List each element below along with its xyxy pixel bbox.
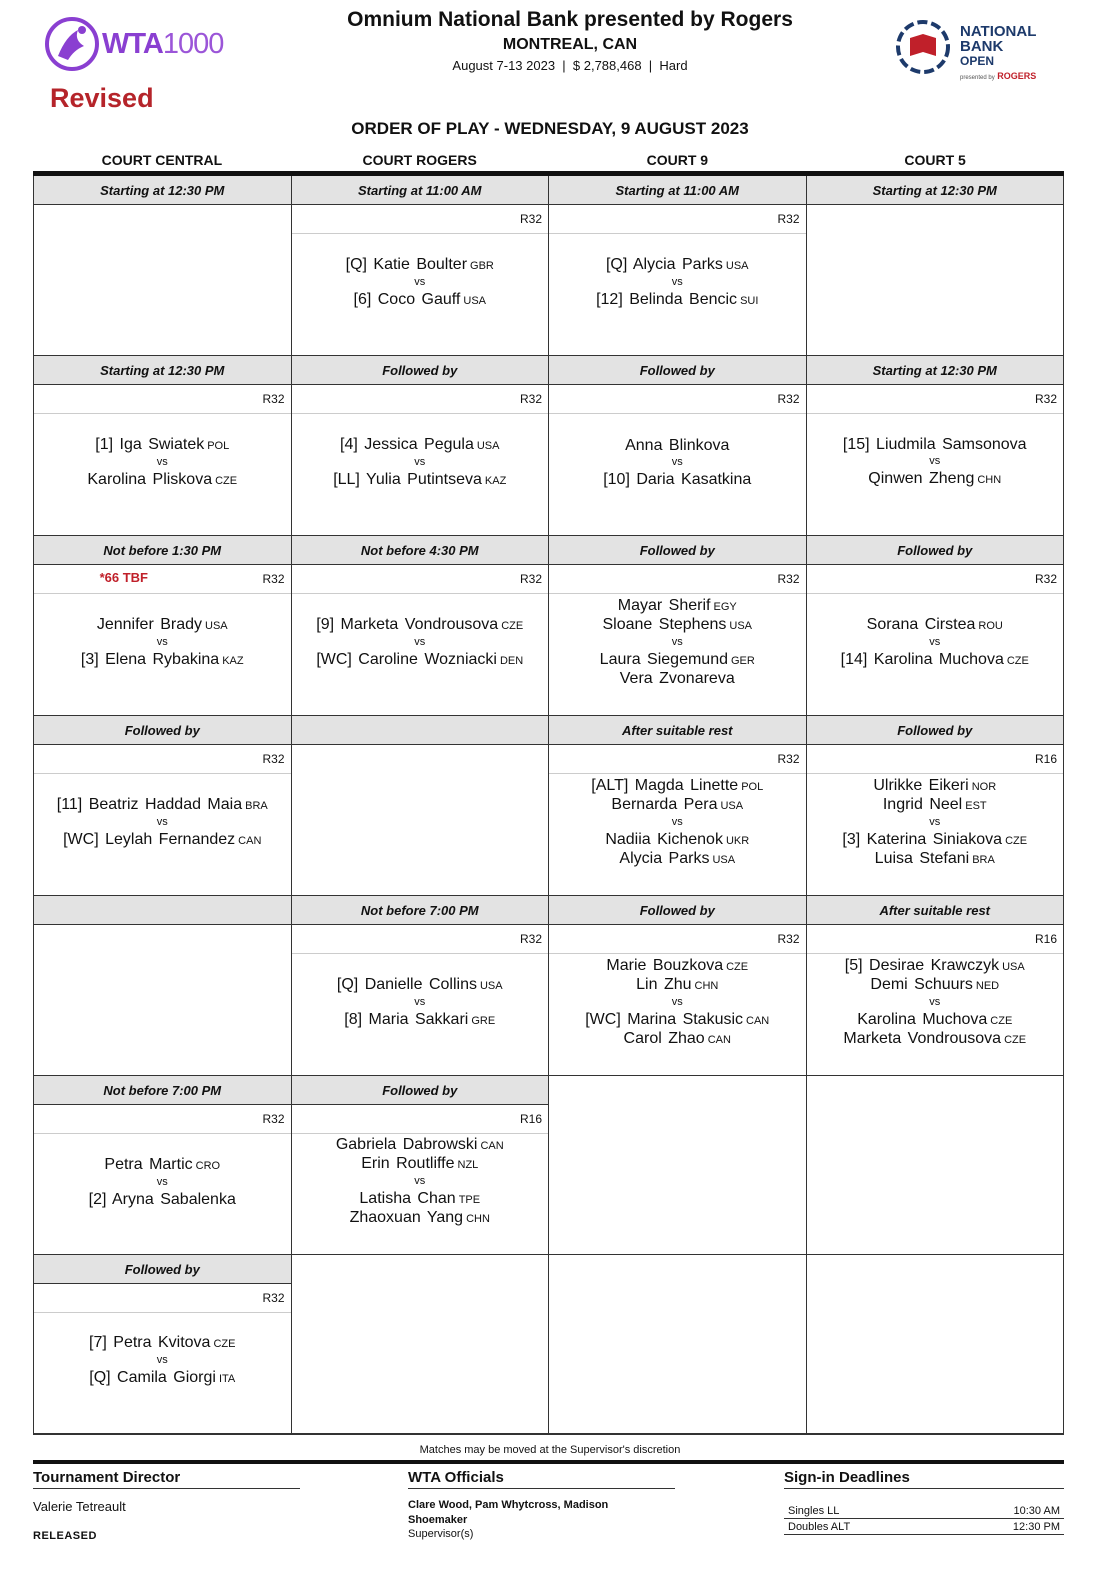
- match-subheader: [34, 1284, 291, 1313]
- player-name: [Q] Alycia Parks USA: [605, 255, 749, 273]
- deadline-label: Doubles ALT: [788, 1521, 851, 1533]
- director-heading: Tournament Director: [33, 1469, 300, 1489]
- player-name: Karolina Muchova CZE: [857, 1010, 1013, 1028]
- national-bank-flag-icon: [894, 18, 952, 76]
- player-name: [6] Coco Gauff USA: [353, 290, 486, 308]
- country-code: GER: [730, 655, 755, 667]
- round-label: R32: [777, 752, 800, 766]
- start-time-label: Not before 4:30 PM: [292, 536, 549, 565]
- player-name: [WC] Leylah Fernandez CAN: [63, 830, 262, 848]
- round-label: R16: [1034, 932, 1057, 946]
- court-name-1: COURT CENTRAL: [101, 152, 223, 168]
- match-players: [34, 1134, 291, 1254]
- player-name: [4] Jessica Pegula USA: [340, 435, 500, 453]
- country-code: NOR: [971, 780, 997, 793]
- tournament-header: [250, 8, 890, 73]
- rogers-presented: presented by ROGERS: [960, 71, 1037, 81]
- start-time-label: Starting at 12:30 PM: [34, 176, 291, 205]
- match-cell: [292, 536, 550, 716]
- player-name: Bernarda Pera USA: [611, 795, 744, 813]
- round-label: R32: [519, 572, 542, 586]
- match-players: [34, 774, 291, 895]
- player-name: [5] Desirae Krawczyk USA: [844, 956, 1025, 974]
- officials-names: Clare Wood, Pam Whytcross, Madison Shoemaker: [408, 1499, 609, 1526]
- vs-label: vs: [671, 815, 683, 828]
- sponsor-name: NATIONAL BANK OPEN: [960, 23, 1037, 68]
- schedule-grid: [33, 176, 1064, 1435]
- player-name: Marketa Vondrousova CZE: [843, 1029, 1027, 1047]
- footer-rule: [33, 1460, 1064, 1464]
- deadline-time: 12:30 PM: [1012, 1521, 1060, 1533]
- match-cell: [292, 1255, 550, 1434]
- player-name: Zhaoxuan Yang CHN: [349, 1209, 490, 1226]
- start-time-label: Followed by: [807, 716, 1064, 745]
- match-players: [292, 954, 549, 1075]
- player-name: Karolina Pliskova CZE: [87, 470, 238, 488]
- revised-label: Revised: [50, 83, 154, 113]
- match-subheader: [34, 745, 291, 774]
- match-subheader: [549, 745, 806, 774]
- match-players: [292, 234, 549, 355]
- match-subheader: [292, 925, 549, 954]
- start-time-label: Starting at 12:30 PM: [807, 176, 1064, 205]
- country-code: DEN: [499, 654, 524, 667]
- start-time-label: After suitable rest: [807, 896, 1064, 925]
- country-code: USA: [729, 620, 752, 632]
- court-headers: [33, 152, 1064, 168]
- player-name: [12] Belinda Bencic SUI: [596, 290, 759, 308]
- deadline-label: Singles LL: [788, 1505, 840, 1517]
- start-time-label: Followed by: [807, 536, 1064, 565]
- vs-label: vs: [156, 815, 168, 828]
- wta-1000-logo: [44, 14, 274, 74]
- player-name: [LL] Yulia Putintseva KAZ: [333, 470, 507, 488]
- match-subheader: [549, 385, 806, 414]
- match-cell: [292, 716, 550, 896]
- director-name: Valerie Tetreault: [33, 1499, 126, 1514]
- match-subheader: [807, 565, 1064, 594]
- player-name: [1] Iga Swiatek POL: [95, 435, 230, 453]
- match-players: [807, 774, 1064, 895]
- order-of-play-title: ORDER OF PLAY - WEDNESDAY, 9 AUGUST 2023: [351, 119, 749, 138]
- round-label: R32: [777, 932, 800, 946]
- officials-heading: WTA Officials: [408, 1469, 675, 1489]
- country-code: BRA: [245, 799, 268, 812]
- match-players: [807, 954, 1064, 1075]
- player-name: Alycia Parks USA: [619, 849, 736, 867]
- vs-label: vs: [414, 995, 426, 1008]
- country-code: USA: [720, 799, 744, 812]
- player-name: Vera Zvonareva: [619, 670, 735, 687]
- country-code: USA: [1002, 960, 1025, 973]
- country-code: UKR: [725, 834, 750, 847]
- court-name-3: COURT 9: [646, 152, 709, 168]
- country-code: ROU: [978, 619, 1003, 632]
- vs-label: vs: [414, 275, 426, 288]
- country-code: NED: [975, 979, 1000, 992]
- match-cell: [34, 1076, 292, 1255]
- player-name: [15] Liudmila Samsonova: [842, 436, 1027, 453]
- country-code: CAN: [480, 1140, 504, 1152]
- country-code: USA: [476, 439, 500, 452]
- vs-label: vs: [156, 1354, 168, 1366]
- vs-label: vs: [929, 815, 941, 828]
- match-cell: [807, 896, 1065, 1076]
- wta-officials-section: [408, 1469, 675, 1540]
- vs-label: vs: [929, 995, 941, 1008]
- match-subheader: [34, 205, 291, 234]
- country-code: KAZ: [222, 654, 244, 667]
- match-subheader: [292, 565, 549, 594]
- match-subheader: [34, 385, 291, 414]
- vs-label: vs: [671, 995, 683, 1008]
- start-time-label: Starting at 11:00 AM: [292, 176, 549, 205]
- match-players: [549, 414, 806, 535]
- match-cell: [292, 176, 550, 356]
- vs-label: vs: [414, 635, 426, 648]
- round-label: R32: [777, 392, 800, 406]
- country-code: USA: [725, 259, 749, 272]
- match-cell: [292, 896, 550, 1076]
- player-name: [Q] Katie Boulter GBR: [345, 255, 494, 273]
- supervisor-note: Matches may be moved at the Supervisor's discretion: [419, 1444, 681, 1456]
- player-name: Qinwen Zheng CHN: [868, 470, 1002, 487]
- player-name: [2] Aryna Sabalenka: [88, 1190, 236, 1208]
- officials-role: Supervisor(s): [408, 1528, 474, 1540]
- match-players: [292, 1134, 549, 1254]
- player-name: [3] Katerina Siniakova CZE: [842, 830, 1028, 848]
- match-cell: [34, 1255, 292, 1434]
- player-name: Jennifer Brady USA: [96, 615, 228, 633]
- player-name: Laura Siegemund GER: [599, 651, 755, 668]
- match-cell: [549, 716, 807, 896]
- country-code: ITA: [218, 1373, 236, 1385]
- country-code: TPE: [458, 1194, 481, 1206]
- vs-label: vs: [156, 1175, 168, 1188]
- start-time-label: Not before 1:30 PM: [34, 536, 291, 565]
- country-code: CAN: [746, 1014, 770, 1027]
- start-time-label: [292, 716, 549, 745]
- signin-deadlines-section: [784, 1469, 1064, 1535]
- released-label: RELEASED: [33, 1530, 97, 1542]
- vs-label: vs: [156, 455, 168, 468]
- start-time-label: Not before 7:00 PM: [292, 896, 549, 925]
- player-name: Erin Routliffe NZL: [361, 1155, 479, 1172]
- country-code: CZE: [215, 474, 238, 487]
- round-label: R32: [262, 752, 285, 766]
- vs-label: vs: [671, 636, 683, 648]
- match-subheader: [549, 205, 806, 234]
- court-name-4: COURT 5: [904, 152, 966, 168]
- match-cell: [292, 356, 550, 536]
- round-label: R32: [519, 392, 542, 406]
- player-name: Marie Bouzkova CZE: [606, 956, 749, 974]
- player-name: Carol Zhao CAN: [623, 1029, 731, 1047]
- match-players: [807, 414, 1064, 535]
- round-label: R32: [262, 1291, 285, 1305]
- player-name: [Q] Camila Giorgi ITA: [89, 1369, 236, 1386]
- round-label: R32: [1034, 572, 1057, 586]
- country-code: CHN: [466, 1213, 490, 1225]
- player-name: [11] Beatriz Haddad Maia BRA: [56, 795, 268, 813]
- player-name: [8] Maria Sakkari GRE: [344, 1010, 496, 1028]
- player-name: [14] Karolina Muchova CZE: [840, 650, 1029, 668]
- player-name: Luisa Stefani BRA: [874, 849, 995, 867]
- start-time-label: Followed by: [549, 536, 806, 565]
- country-code: CZE: [1005, 834, 1028, 847]
- start-time-label: Followed by: [549, 356, 806, 385]
- match-subheader: [807, 205, 1064, 234]
- start-time-label: Starting at 11:00 AM: [549, 176, 806, 205]
- player-name: Lin Zhu CHN: [636, 975, 719, 993]
- player-name: Sloane Stephens USA: [602, 616, 752, 633]
- match-cell: [807, 716, 1065, 896]
- country-code: USA: [205, 619, 228, 632]
- player-name: [3] Elena Rybakina KAZ: [80, 650, 244, 668]
- match-subheader: [34, 565, 291, 594]
- player-name: Latisha Chan TPE: [359, 1190, 481, 1207]
- player-name: Anna Blinkova: [625, 436, 730, 454]
- player-name: Sorana Cirstea ROU: [866, 615, 1003, 633]
- country-code: SUI: [740, 294, 759, 307]
- tournament-director-section: [33, 1469, 300, 1514]
- start-time-label: Followed by: [549, 896, 806, 925]
- player-name: [10] Daria Kasatkina: [603, 470, 752, 488]
- vs-label: vs: [671, 275, 683, 288]
- country-code: CZE: [501, 619, 524, 632]
- country-code: KAZ: [484, 474, 507, 487]
- signin-heading: Sign-in Deadlines: [784, 1469, 1064, 1489]
- match-cell: [34, 716, 292, 896]
- player-name: Ulrikke Eikeri NOR: [873, 776, 997, 794]
- country-code: CHN: [977, 474, 1002, 486]
- match-cell: [34, 536, 292, 716]
- vs-label: vs: [414, 1175, 426, 1187]
- round-label: R32: [262, 1112, 285, 1126]
- start-time-label: Not before 7:00 PM: [34, 1076, 291, 1105]
- country-code: USA: [479, 979, 503, 992]
- match-subheader: [34, 925, 291, 954]
- match-players: [34, 594, 291, 715]
- match-subheader: [807, 745, 1064, 774]
- match-cell: [34, 896, 292, 1076]
- match-cell: [807, 536, 1065, 716]
- match-players: [549, 954, 806, 1075]
- match-cell: [807, 176, 1065, 356]
- player-name: Gabriela Dabrowski CAN: [335, 1136, 504, 1153]
- match-players: [292, 414, 549, 535]
- match-cell: [34, 176, 292, 356]
- player-name: Nadiia Kichenok UKR: [605, 830, 750, 848]
- tournament-city: MONTREAL, CAN: [502, 36, 638, 53]
- start-time-label: [34, 896, 291, 925]
- match-cell: [807, 1255, 1065, 1434]
- country-code: CZE: [1004, 1033, 1027, 1046]
- country-code: CZE: [1006, 654, 1029, 667]
- country-code: CHN: [694, 979, 719, 992]
- vs-label: vs: [929, 635, 941, 648]
- match-cell: [549, 1255, 807, 1434]
- deadlines-table: [784, 1503, 1064, 1535]
- tournament-title: Omnium National Bank presented by Rogers: [347, 8, 793, 31]
- country-code: NZL: [457, 1159, 479, 1171]
- match-subheader: [549, 565, 806, 594]
- country-code: CZE: [213, 1338, 236, 1350]
- player-name: [Q] Danielle Collins USA: [336, 975, 503, 993]
- start-time-label: Followed by: [292, 1076, 549, 1105]
- player-name: Demi Schuurs NED: [870, 975, 1000, 993]
- player-name: [WC] Caroline Wozniacki DEN: [316, 650, 524, 668]
- match-cell: [549, 536, 807, 716]
- match-players: [549, 594, 806, 715]
- match-cell: [549, 896, 807, 1076]
- tournament-info: August 7-13 2023 | $ 2,788,468 | Hard: [452, 58, 688, 73]
- match-cell: [549, 356, 807, 536]
- match-players: [549, 774, 806, 895]
- match-subheader: [292, 385, 549, 414]
- player-name: [WC] Marina Stakusic CAN: [585, 1010, 770, 1028]
- country-code: POL: [741, 780, 764, 793]
- match-subheader: [34, 1105, 291, 1134]
- match-subheader: [292, 745, 549, 774]
- player-name: [ALT] Magda Linette POL: [591, 776, 764, 794]
- start-time-label: After suitable rest: [549, 716, 806, 745]
- match-players: [34, 1313, 291, 1433]
- player-name: Ingrid Neel EST: [882, 795, 987, 813]
- country-code: CAN: [707, 1033, 731, 1046]
- player-name: [9] Marketa Vondrousova CZE: [316, 615, 524, 633]
- match-players: [292, 594, 549, 715]
- player-name: [7] Petra Kvitova CZE: [89, 1334, 236, 1351]
- round-label: R32: [777, 212, 800, 226]
- round-label: R32: [1034, 392, 1057, 406]
- match-players: [549, 234, 806, 355]
- match-cell: [549, 1076, 807, 1255]
- country-code: CRO: [195, 1159, 221, 1172]
- match-subheader: [549, 925, 806, 954]
- round-label: R32: [777, 572, 800, 586]
- match-subheader: [807, 925, 1064, 954]
- start-time-label: Followed by: [34, 716, 291, 745]
- country-code: CZE: [990, 1014, 1013, 1027]
- match-cell: [34, 356, 292, 536]
- match-subheader: [292, 205, 549, 234]
- round-label: R16: [1034, 752, 1057, 766]
- country-code: USA: [712, 853, 736, 866]
- country-code: POL: [207, 439, 230, 452]
- round-label: R32: [519, 212, 542, 226]
- round-label: R32: [262, 572, 285, 586]
- match-cell: [807, 1076, 1065, 1255]
- vs-label: vs: [156, 635, 168, 648]
- match-note: *66 TBF: [99, 570, 148, 585]
- country-code: GRE: [471, 1014, 496, 1027]
- deadline-row: [784, 1519, 1064, 1535]
- deadline-time: 10:30 AM: [1013, 1505, 1060, 1517]
- national-bank-open-logo: [892, 16, 1072, 86]
- player-name: Petra Martic CRO: [104, 1155, 221, 1173]
- start-time-label: Followed by: [34, 1255, 291, 1284]
- round-label: R32: [519, 932, 542, 946]
- match-cell: [549, 176, 807, 356]
- court-name-2: COURT ROGERS: [362, 152, 477, 168]
- deadline-row: [784, 1503, 1064, 1519]
- country-code: CZE: [726, 960, 749, 973]
- country-code: CAN: [238, 834, 262, 847]
- start-time-label: Starting at 12:30 PM: [807, 356, 1064, 385]
- country-code: USA: [463, 294, 486, 307]
- start-time-label: Starting at 12:30 PM: [34, 356, 291, 385]
- player-name: Mayar Sherif EGY: [617, 597, 737, 614]
- wta-player-icon: [44, 16, 100, 72]
- match-players: [34, 414, 291, 535]
- country-code: GBR: [470, 259, 494, 272]
- match-cell: [807, 356, 1065, 536]
- match-subheader: [292, 1105, 549, 1134]
- country-code: EGY: [713, 601, 737, 613]
- country-code: EST: [965, 799, 987, 812]
- start-time-label: Followed by: [292, 356, 549, 385]
- match-subheader: [807, 385, 1064, 414]
- round-label: R16: [519, 1112, 542, 1126]
- round-label: R32: [262, 392, 285, 406]
- vs-label: vs: [929, 455, 941, 467]
- match-cell: [292, 1076, 550, 1255]
- wta-logo-text: WTA1000: [102, 27, 224, 60]
- country-code: BRA: [972, 853, 995, 866]
- vs-label: vs: [414, 455, 426, 468]
- match-players: [807, 594, 1064, 715]
- vs-label: vs: [671, 455, 683, 468]
